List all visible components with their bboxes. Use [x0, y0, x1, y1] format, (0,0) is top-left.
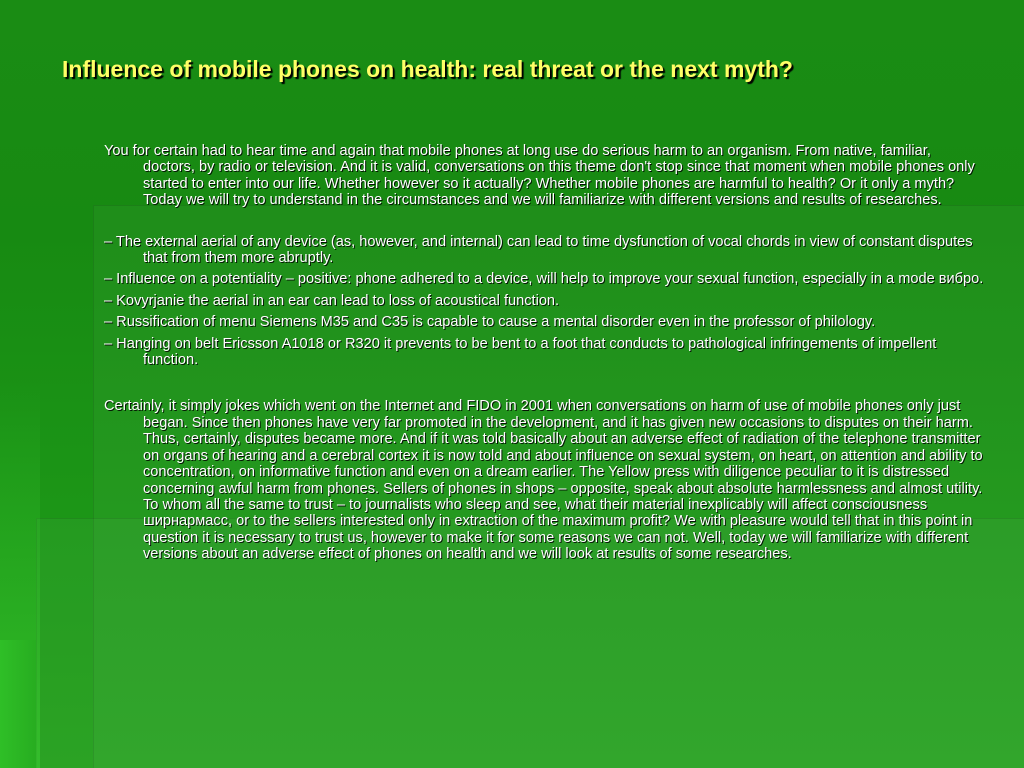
background-corner-block: [0, 640, 36, 768]
intro-paragraph: You for certain had to hear time and again that mobile phones at long use do serious harm to an organism. From native, familiar, doctors, by radio or television. And it is valid, conversations on this theme don't stop since that moment when mobile phones only started to enter into our life. Whether however so it actually? Whether mobile phones are harmful to health? Or it only a myth? Today we will try to understand in the circumstances and we will familiarize with different versions and results of researches.: [104, 143, 975, 209]
list-item: – The external aerial of any device (as, however, and internal) can lead to time dysfunction of vocal chords in view of constant disputes that from them more abruptly.: [104, 233, 973, 267]
spacer: [104, 209, 984, 234]
slide-body: [104, 143, 984, 563]
conclusion-paragraph: Certainly, it simply jokes which went on the Internet and FIDO in 2001 when conversations on harm of use of mobile phones only just began. Since then phones have very far promoted in the development, and it has given new occasions to disputes on their harm. Thus, certainly, disputes became more. And if it was told basically about an adverse effect of radiation of the telephone transmitter on organs of hearing and a cerebral cortex it is now told and about influence on sexual system, on heart, on attention and ability to concentration, on informative function and even on a dream earlier. The Yellow press with diligence peculiar to it is distressed concerning awful harm from phones. Sellers of phones in shops – opposite, speak about absolute harmlessness and almost utility. To whom all the same to trust – to journalists who sleep and see, what their material inexplicably will affect consciousness ширнармасс, or to the sellers interested only in extraction of the maximum profit? We with pleasure would tell that in this point in question it is necessary to trust us, however to make it for some reasons we can not. Well, today we will familiarize with different versions about an adverse effect of phones on health and we will look at results of some researches.: [104, 398, 983, 563]
list-item: – Influence on a potentiality – positive: phone adhered to a device, will help to improve your sexual function, especially in a mode вибро.: [104, 271, 984, 288]
list-item: – Hanging on belt Ericsson A1018 or R320 it prevents to be bent to a foot that conducts to pathological infringements of impellent function.: [104, 335, 937, 369]
list-item: – Russification of menu Siemens M35 and C35 is capable to cause a mental disorder even in the professor of philology.: [104, 314, 876, 331]
slide-title: Influence of mobile phones on health: real threat or the next myth?: [62, 56, 793, 82]
spacer: [104, 373, 984, 398]
list-item: – Kovyrjanie the aerial in an ear can lead to loss of acoustical function.: [104, 292, 560, 309]
jokes-list: [104, 234, 984, 369]
